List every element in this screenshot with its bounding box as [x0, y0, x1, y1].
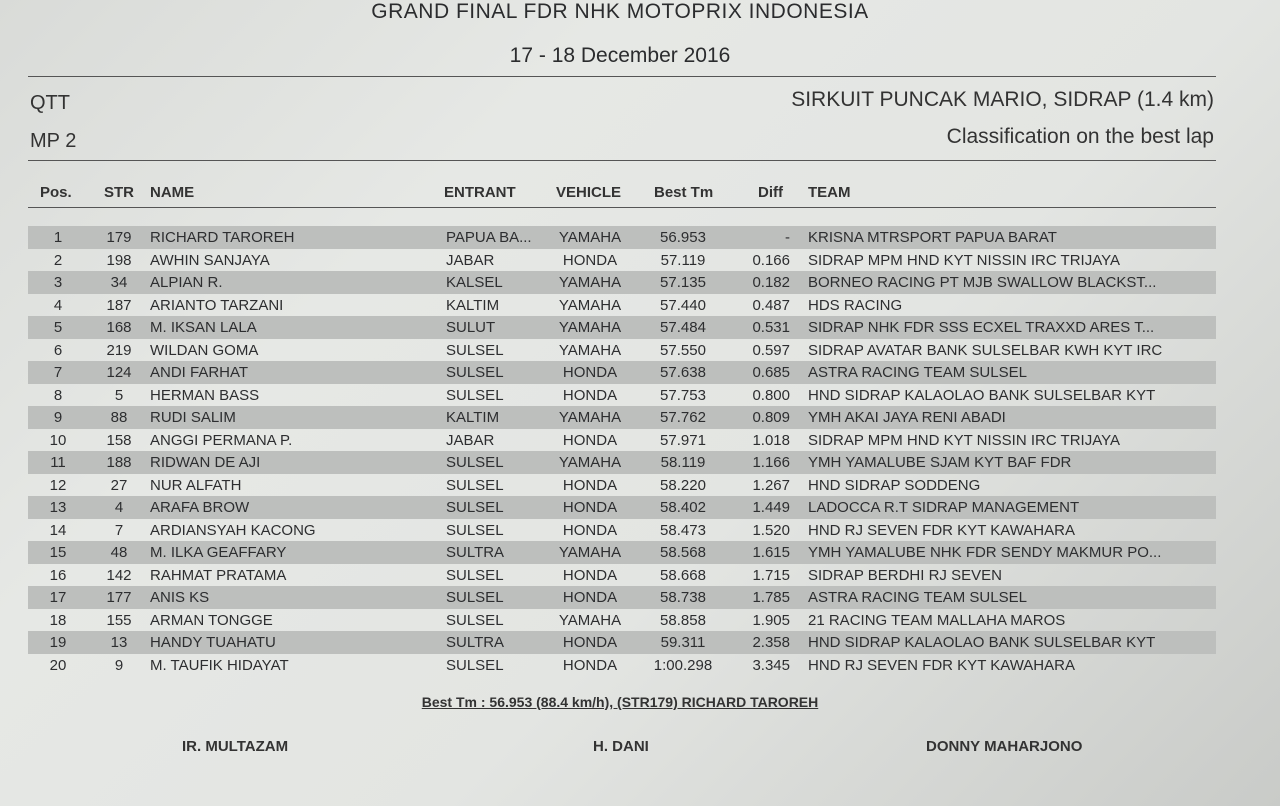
cell-name: ANIS KS	[150, 589, 210, 606]
cell-str: 177	[106, 589, 132, 606]
cell-diff: 3.345	[752, 656, 790, 674]
cell-diff: 1.018	[752, 431, 790, 449]
cell-entrant: SULTRA	[446, 634, 505, 651]
cell-diff: 0.809	[752, 409, 790, 426]
cell-pos: 13	[49, 499, 67, 516]
best-lap-summary: Best Tm : 56.953 (88.4 km/h), (STR179) RICHARD TAROREH	[421, 694, 819, 710]
cell-best-time: 57.119	[660, 251, 706, 269]
cell-best-time: 58.668	[660, 566, 706, 584]
cell-entrant: SULSEL	[446, 476, 504, 494]
cell-team: BORNEO RACING PT MJB SWALLOW BLACKST...	[808, 274, 1157, 291]
cell-diff: 1.166	[752, 454, 790, 471]
cell-pos: 3	[53, 274, 63, 291]
cell-pos: 7	[53, 364, 63, 381]
cell-team: LADOCCA R.T SIDRAP MANAGEMENT	[808, 499, 1080, 516]
cell-diff: 1.449	[752, 499, 790, 516]
col-header-team: TEAM	[808, 184, 851, 201]
cell-pos: 6	[53, 341, 63, 359]
cell-entrant: PAPUA BA...	[446, 229, 532, 246]
cell-best-time: 59.311	[660, 634, 706, 651]
cell-name: ANDI FARHAT	[150, 364, 249, 381]
cell-best-time: 57.550	[660, 341, 706, 359]
col-header-pos: Pos.	[40, 184, 72, 201]
table-row	[28, 586, 1216, 609]
table-row	[28, 361, 1216, 384]
results-table	[28, 226, 1216, 676]
cell-best-time: 58.568	[660, 544, 706, 561]
cell-best-time: 58.402	[660, 499, 706, 516]
cell-pos: 1	[53, 229, 63, 246]
cell-team: YMH YAMALUBE SJAM KYT BAF FDR	[808, 454, 1072, 471]
cell-entrant: SULSEL	[446, 611, 504, 629]
col-header-best: Best Tm	[654, 184, 714, 201]
signatory: DONNY MAHARJONO	[926, 738, 1083, 755]
table-row	[28, 631, 1216, 654]
cell-name: AWHIN SANJAYA	[150, 251, 270, 269]
cell-team: HND RJ SEVEN FDR KYT KAWAHARA	[808, 656, 1075, 674]
cell-name: ARAFA BROW	[150, 499, 250, 516]
class-label: MP 2	[30, 130, 77, 152]
cell-str: 88	[110, 409, 128, 426]
cell-name: M. TAUFIK HIDAYAT	[150, 656, 289, 674]
cell-entrant: SULSEL	[446, 566, 504, 584]
cell-team: KRISNA MTRSPORT PAPUA BARAT	[808, 229, 1057, 246]
cell-str: 198	[106, 251, 132, 269]
cell-vehicle: HONDA	[562, 521, 618, 539]
cell-str: 4	[114, 499, 124, 516]
col-header-diff: Diff	[758, 184, 783, 201]
cell-diff: 1.615	[752, 544, 790, 561]
table-row	[28, 429, 1216, 452]
cell-diff: -	[785, 229, 790, 246]
cell-name: NUR ALFATH	[150, 476, 242, 494]
table-row	[28, 339, 1216, 362]
col-header-vehicle: VEHICLE	[556, 184, 622, 201]
cell-name: HERMAN BASS	[150, 386, 260, 404]
cell-vehicle: YAMAHA	[558, 454, 622, 471]
table-row	[28, 519, 1216, 542]
cell-entrant: KALTIM	[446, 296, 500, 314]
cell-entrant: SULSEL	[446, 341, 504, 359]
col-header-name: NAME	[150, 184, 195, 201]
cell-best-time: 57.440	[660, 296, 706, 314]
cell-str: 142	[106, 566, 132, 584]
cell-best-time: 58.738	[660, 589, 706, 606]
cell-team: YMH YAMALUBE NHK FDR SENDY MAKMUR PO...	[808, 544, 1162, 561]
cell-pos: 15	[49, 544, 67, 561]
cell-name: RAHMAT PRATAMA	[150, 566, 287, 584]
cell-name: RIDWAN DE AJI	[150, 454, 261, 471]
cell-diff: 0.800	[752, 386, 790, 404]
cell-pos: 5	[53, 319, 63, 336]
col-header-str: STR	[104, 184, 134, 201]
table-row	[28, 609, 1216, 632]
cell-best-time: 58.858	[660, 611, 706, 629]
cell-name: ARDIANSYAH KACONG	[150, 521, 316, 539]
event-date: 17 - 18 December 2016	[509, 44, 731, 67]
cell-pos: 18	[49, 611, 67, 629]
cell-entrant: SULSEL	[446, 656, 504, 674]
cell-entrant: SULSEL	[446, 386, 504, 404]
cell-str: 5	[114, 386, 124, 404]
cell-entrant: SULSEL	[446, 499, 504, 516]
table-row	[28, 654, 1216, 677]
cell-vehicle: HONDA	[562, 431, 618, 449]
cell-best-time: 58.119	[660, 454, 706, 471]
cell-str: 7	[114, 521, 124, 539]
cell-pos: 17	[49, 589, 67, 606]
cell-team: HND SIDRAP SODDENG	[808, 476, 981, 494]
cell-name: ARIANTO TARZANI	[150, 296, 284, 314]
cell-vehicle: HONDA	[562, 364, 618, 381]
cell-best-time: 1:00.298	[653, 656, 713, 674]
cell-best-time: 57.484	[660, 319, 706, 336]
table-row	[28, 384, 1216, 407]
cell-best-time: 58.220	[660, 476, 706, 494]
cell-pos: 8	[53, 386, 63, 404]
cell-vehicle: YAMAHA	[558, 229, 622, 246]
cell-best-time: 56.953	[660, 229, 706, 246]
cell-entrant: KALTIM	[446, 409, 500, 426]
cell-vehicle: YAMAHA	[558, 611, 622, 629]
cell-str: 13	[110, 634, 128, 651]
cell-pos: 14	[49, 521, 67, 539]
table-row	[28, 316, 1216, 339]
cell-vehicle: HONDA	[562, 566, 618, 584]
cell-vehicle: HONDA	[562, 589, 618, 606]
table-row	[28, 496, 1216, 519]
cell-vehicle: HONDA	[562, 656, 618, 674]
cell-diff: 0.182	[752, 274, 790, 291]
table-row	[28, 451, 1216, 474]
table-row	[28, 271, 1216, 294]
cell-pos: 11	[50, 454, 66, 471]
cell-entrant: SULSEL	[446, 454, 504, 471]
cell-best-time: 57.753	[660, 386, 706, 404]
table-row	[28, 541, 1216, 564]
cell-str: 34	[110, 274, 128, 291]
cell-name: HANDY TUAHATU	[150, 634, 276, 651]
divider	[28, 76, 1216, 77]
cell-pos: 4	[53, 296, 63, 314]
cell-diff: 0.166	[752, 251, 790, 269]
cell-vehicle: YAMAHA	[558, 544, 622, 561]
cell-best-time: 57.638	[660, 364, 706, 381]
cell-name: RUDI SALIM	[150, 409, 236, 426]
session-label: QTT	[30, 92, 70, 114]
cell-diff: 1.905	[752, 611, 790, 629]
divider	[28, 160, 1216, 161]
cell-diff: 1.785	[752, 589, 790, 606]
cell-name: RICHARD TAROREH	[150, 229, 295, 246]
cell-team: YMH AKAI JAYA RENI ABADI	[808, 409, 1006, 426]
cell-str: 48	[110, 544, 128, 561]
cell-pos: 16	[49, 566, 67, 584]
cell-team: SIDRAP NHK FDR SSS ECXEL TRAXXD ARES T...	[808, 319, 1155, 336]
cell-pos: 19	[49, 634, 67, 651]
cell-team: SIDRAP MPM HND KYT NISSIN IRC TRIJAYA	[808, 251, 1120, 269]
cell-pos: 20	[49, 656, 67, 674]
table-row	[28, 564, 1216, 587]
signatory: H. DANI	[593, 738, 649, 755]
cell-diff: 0.685	[752, 364, 790, 381]
circuit-label: SIRKUIT PUNCAK MARIO, SIDRAP (1.4 km)	[791, 88, 1214, 111]
cell-diff: 0.487	[752, 296, 790, 314]
cell-pos: 12	[49, 476, 67, 494]
cell-str: 124	[106, 364, 132, 381]
cell-entrant: SULTRA	[446, 544, 505, 561]
cell-str: 168	[106, 319, 132, 336]
table-row	[28, 406, 1216, 429]
cell-str: 188	[106, 454, 132, 471]
cell-team: HND RJ SEVEN FDR KYT KAWAHARA	[808, 521, 1075, 539]
cell-diff: 0.531	[752, 319, 790, 336]
document-title: GRAND FINAL FDR NHK MOTOPRIX INDONESIA	[371, 0, 869, 23]
cell-entrant: SULSEL	[446, 364, 504, 381]
cell-diff: 2.358	[752, 634, 790, 651]
cell-vehicle: HONDA	[562, 634, 618, 651]
cell-vehicle: HONDA	[562, 251, 618, 269]
cell-team: ASTRA RACING TEAM SULSEL	[808, 364, 1027, 381]
cell-entrant: JABAR	[446, 251, 495, 269]
cell-best-time: 57.971	[660, 431, 706, 449]
cell-vehicle: HONDA	[562, 386, 618, 404]
cell-vehicle: YAMAHA	[558, 319, 622, 336]
cell-team: HND SIDRAP KALAOLAO BANK SULSELBAR KYT	[808, 386, 1156, 404]
divider	[28, 207, 1216, 208]
cell-pos: 2	[53, 251, 63, 269]
table-row	[28, 474, 1216, 497]
cell-diff: 1.715	[752, 566, 790, 584]
cell-vehicle: YAMAHA	[558, 296, 622, 314]
cell-str: 9	[114, 656, 124, 674]
cell-vehicle: HONDA	[562, 499, 618, 516]
cell-entrant: SULSEL	[446, 589, 504, 606]
cell-vehicle: HONDA	[562, 476, 618, 494]
cell-str: 187	[106, 296, 132, 314]
cell-best-time: 58.473	[660, 521, 706, 539]
cell-entrant: JABAR	[446, 431, 495, 449]
cell-str: 158	[106, 431, 132, 449]
cell-name: ANGGI PERMANA P.	[150, 431, 293, 449]
col-header-entrant: ENTRANT	[444, 184, 516, 201]
cell-team: SIDRAP MPM HND KYT NISSIN IRC TRIJAYA	[808, 431, 1120, 449]
cell-pos: 10	[49, 431, 67, 449]
cell-vehicle: YAMAHA	[558, 409, 622, 426]
cell-team: 21 RACING TEAM MALLAHA MAROS	[808, 611, 1066, 629]
table-row	[28, 226, 1216, 249]
cell-str: 179	[106, 229, 132, 246]
cell-name: M. ILKA GEAFFARY	[150, 544, 287, 561]
cell-team: SIDRAP AVATAR BANK SULSELBAR KWH KYT IRC	[808, 341, 1163, 359]
cell-name: ALPIAN R.	[150, 274, 223, 291]
classification-label: Classification on the best lap	[946, 125, 1214, 148]
cell-diff: 1.520	[752, 521, 790, 539]
signatory: IR. MULTAZAM	[182, 738, 289, 755]
cell-entrant: SULSEL	[446, 521, 504, 539]
cell-best-time: 57.135	[660, 274, 706, 291]
cell-vehicle: YAMAHA	[558, 341, 622, 359]
cell-best-time: 57.762	[660, 409, 706, 426]
cell-entrant: SULUT	[446, 319, 496, 336]
cell-name: M. IKSAN LALA	[150, 319, 257, 336]
cell-team: HND SIDRAP KALAOLAO BANK SULSELBAR KYT	[808, 634, 1156, 651]
cell-name: ARMAN TONGGE	[150, 611, 273, 629]
table-row	[28, 249, 1216, 272]
cell-diff: 1.267	[752, 476, 790, 494]
cell-str: 219	[106, 341, 132, 359]
cell-diff: 0.597	[752, 341, 790, 359]
table-row	[28, 294, 1216, 317]
cell-team: ASTRA RACING TEAM SULSEL	[808, 589, 1027, 606]
cell-str: 155	[106, 611, 132, 629]
cell-vehicle: YAMAHA	[558, 274, 622, 291]
cell-name: WILDAN GOMA	[150, 341, 259, 359]
cell-str: 27	[110, 476, 128, 494]
cell-team: SIDRAP BERDHI RJ SEVEN	[808, 566, 1002, 584]
cell-pos: 9	[53, 409, 63, 426]
cell-team: HDS RACING	[808, 296, 903, 314]
cell-entrant: KALSEL	[446, 274, 503, 291]
